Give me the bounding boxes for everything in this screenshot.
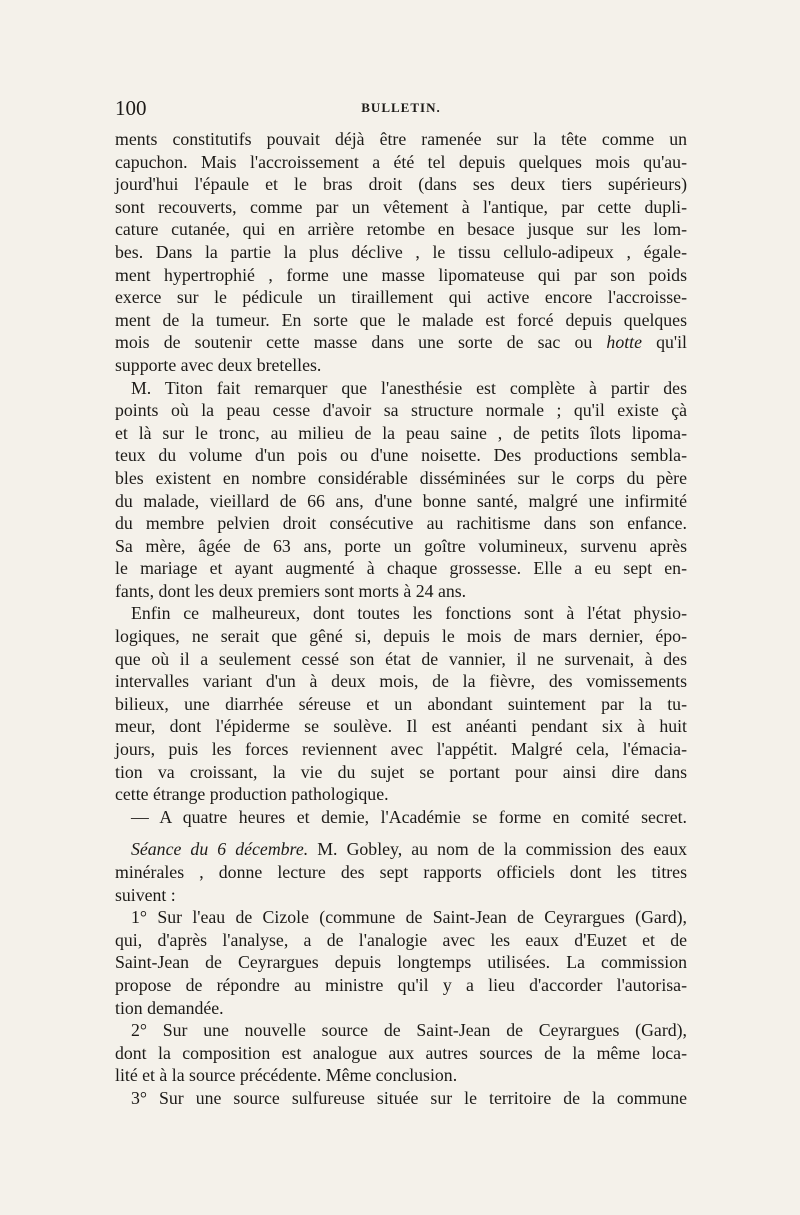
- text-line: dont la composition est analogue aux autres sources de la même loca-: [115, 1042, 687, 1063]
- text-line: capuchon. Mais l'accroissement a été tel depuis quelques mois qu'au-: [115, 151, 687, 172]
- text-line: jours, puis les forces reviennent avec l'appétit. Malgré cela, l'émacia-: [115, 739, 687, 760]
- text-line: [115, 331, 687, 354]
- text-line: sont recouverts, comme par un vêtement à l'antique, par cette dupli-: [115, 196, 687, 217]
- page-number: 100: [115, 96, 147, 120]
- page-header: [115, 96, 687, 126]
- text-line: ment hypertrophié , forme une masse lipomateuse qui par son poids: [115, 264, 687, 285]
- text-line: tion demandée.: [115, 997, 224, 1018]
- text-line: bilieux, une diarrhée séreuse et un abondant suintement par la tu-: [115, 693, 687, 714]
- text-line: ment de la tumeur. En sorte que le malade est forcé depuis quelques: [115, 309, 687, 330]
- text-line: meur, dont l'épiderme se soulève. Il est anéanti pendant six à huit: [115, 716, 687, 737]
- text-line: — A quatre heures et demie, l'Académie se forme en comité secret.: [131, 806, 687, 827]
- italic-text: hotte: [606, 332, 642, 353]
- text-line: bles existent en nombre considérable disséminées sur le corps du père: [115, 467, 687, 488]
- text-line: tion va croissant, la vie du sujet se portant pour ainsi dire dans: [115, 761, 687, 782]
- running-title: BULLETIN.: [361, 100, 441, 115]
- text-line: jourd'hui l'épaule et le bras droit (dans ses deux tiers supérieurs): [115, 174, 687, 195]
- text-line: 3° Sur une source sulfureuse située sur le territoire de la commune: [131, 1087, 687, 1108]
- text-line: M. Titon fait remarquer que l'anesthésie est complète à partir des: [131, 377, 687, 398]
- text-line: du membre pelvien droit consécutive au rachitisme dans son enfance.: [115, 513, 687, 534]
- text-line: supporte avec deux bretelles.: [115, 354, 322, 375]
- text-line: [115, 838, 687, 861]
- text-line: que où il a seulement cessé son état de vannier, il ne survenait, à des: [115, 648, 687, 669]
- text-span: mois de soutenir cette masse dans une sorte de sac ou: [115, 332, 607, 353]
- text-line: cette étrange production pathologique.: [115, 784, 389, 805]
- text-line: minérales , donne lecture des sept rapports officiels dont les titres: [115, 862, 687, 882]
- text-span: M. Gobley, au nom de la commission des eaux: [308, 839, 687, 860]
- text-line: exerce sur le pédicule un tiraillement qui active encore l'accroisse-: [115, 287, 687, 308]
- text-line: logiques, ne serait que gêné si, depuis le mois de mars dernier, épo-: [115, 626, 687, 647]
- text-line: du malade, vieillard de 66 ans, d'une bonne santé, malgré une infirmité: [115, 490, 687, 511]
- text-line: cature cutanée, qui en arrière retombe en besace jusque sur les lom-: [115, 219, 687, 240]
- text-line: points où la peau cesse d'avoir sa structure normale ; qu'il existe çà: [115, 400, 687, 421]
- text-span: qu'il: [641, 332, 687, 353]
- text-line: ments constitutifs pouvait déjà être ramenée sur la tête comme un: [115, 129, 687, 149]
- text-line: lité et à la source précédente. Même conclusion.: [115, 1065, 458, 1086]
- text-line: propose de répondre au ministre qu'il y a lieu d'accorder l'autorisa-: [115, 974, 687, 995]
- text-line: suivent :: [115, 884, 176, 905]
- text-line: et là sur le tronc, au milieu de la peau saine , de petits îlots lipoma-: [115, 422, 687, 443]
- text-line: intervalles variant d'un à deux mois, de la fièvre, des vomissements: [115, 671, 687, 692]
- text-line: Saint-Jean de Ceyrargues depuis longtemps utilisées. La commission: [115, 952, 687, 973]
- text-line: le mariage et ayant augmenté à chaque grossesse. Elle a eu sept en-: [115, 558, 687, 579]
- text-line: Enfin ce malheureux, dont toutes les fonctions sont à l'état physio-: [131, 603, 687, 624]
- text-line: Sa mère, âgée de 63 ans, porte un goître volumineux, survenu après: [115, 535, 687, 556]
- text-line: bes. Dans la partie la plus déclive , le tissu cellulo-adipeux , égale-: [115, 241, 687, 262]
- body-text: [115, 128, 687, 1110]
- italic-text: Séance du 6 décembre.: [131, 839, 309, 860]
- text-line: teux du volume d'un pois ou d'une noisette. Des productions sembla-: [115, 445, 687, 466]
- text-line: 1° Sur l'eau de Cizole (commune de Saint-Jean de Ceyrargues (Gard),: [131, 907, 687, 928]
- text-line: qui, d'après l'analyse, a de l'analogie avec les eaux d'Euzet et de: [115, 929, 687, 950]
- text-line: fants, dont les deux premiers sont morts à 24 ans.: [115, 580, 467, 601]
- text-line: 2° Sur une nouvelle source de Saint-Jean de Ceyrargues (Gard),: [131, 1020, 687, 1041]
